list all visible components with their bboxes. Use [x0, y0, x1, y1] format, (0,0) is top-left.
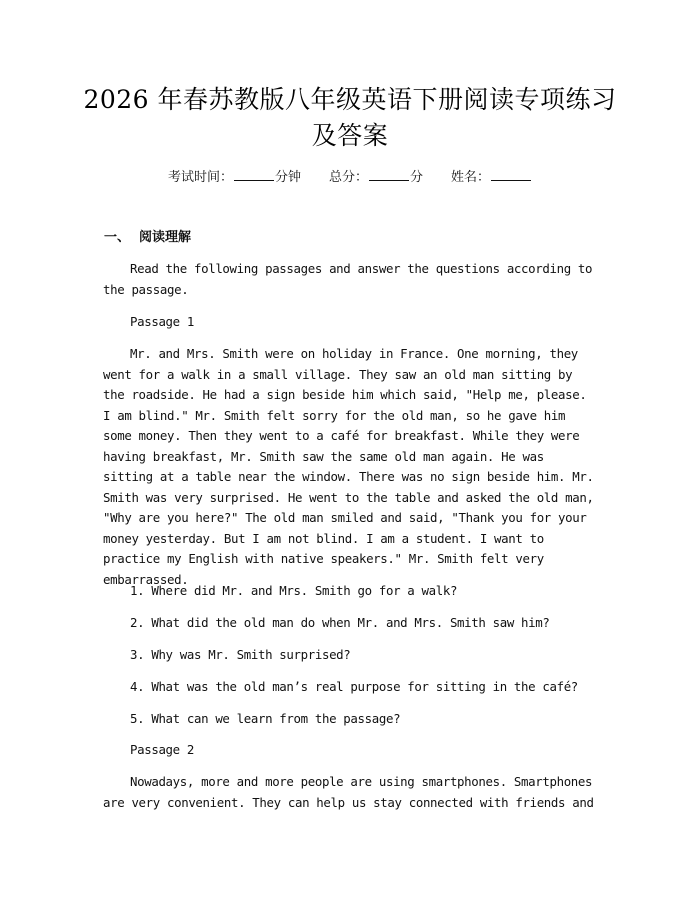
exam-info-line — [0, 166, 700, 188]
score-unit: 分 — [410, 170, 424, 185]
instructions-text: Read the following passages and answer the questions according to the passage. — [103, 261, 593, 297]
passage2-text: Nowadays, more and more people are using smartphones. Smartphones are very convenient. They can help us stay connected with friends and — [103, 774, 594, 810]
passage2-block — [103, 772, 600, 813]
name-label: 姓名： — [451, 170, 491, 185]
passage1-label: Passage 1 — [130, 314, 194, 329]
time-blank — [234, 166, 274, 181]
passage1-text: Mr. and Mrs. Smith were on holiday in France. One morning, they went for a walk in a small village. They saw an old man sitting by the roadside. He had a sign beside him which said, "Help me, please. I am blind." Mr. Smith felt sorry for the old man, so he gave him some money. Then they went to a café for breakfast. While they were having breakfast, Mr. Smith saw the same old man again. He was sitting at a table near the window. There was no sign beside him. Mr. Smith was very surprised. He went to the table and asked the old man, "Why are you here?" The old man smiled and said, "Thank you for your money yesterday. But I am not blind. I am a student. I want to practice my English with native speakers." Mr. Smith felt very embarrassed. — [103, 346, 594, 587]
question-1: 1. Where did Mr. and Mrs. Smith go for a walk? — [130, 583, 458, 598]
time-unit: 分钟 — [274, 170, 301, 185]
question-5: 5. What can we learn from the passage? — [130, 711, 401, 726]
question-4: 4. What was the old man’s real purpose for sitting in the café? — [130, 679, 578, 694]
name-blank — [491, 166, 531, 181]
score-label: 总分： — [328, 170, 368, 185]
time-label: 考试时间： — [167, 170, 233, 185]
document-title: 2026 年春苏教版八年级英语下册阅读专项练习及答案 — [83, 85, 617, 150]
instructions-block — [103, 259, 600, 300]
question-3: 3. Why was Mr. Smith surprised? — [130, 647, 351, 662]
passage1-block — [103, 344, 600, 590]
section-heading: 一、 阅读理解 — [104, 230, 192, 245]
passage2-label: Passage 2 — [130, 742, 194, 757]
score-blank — [369, 166, 409, 181]
question-2: 2. What did the old man do when Mr. and Mrs. Smith saw him? — [130, 615, 550, 630]
